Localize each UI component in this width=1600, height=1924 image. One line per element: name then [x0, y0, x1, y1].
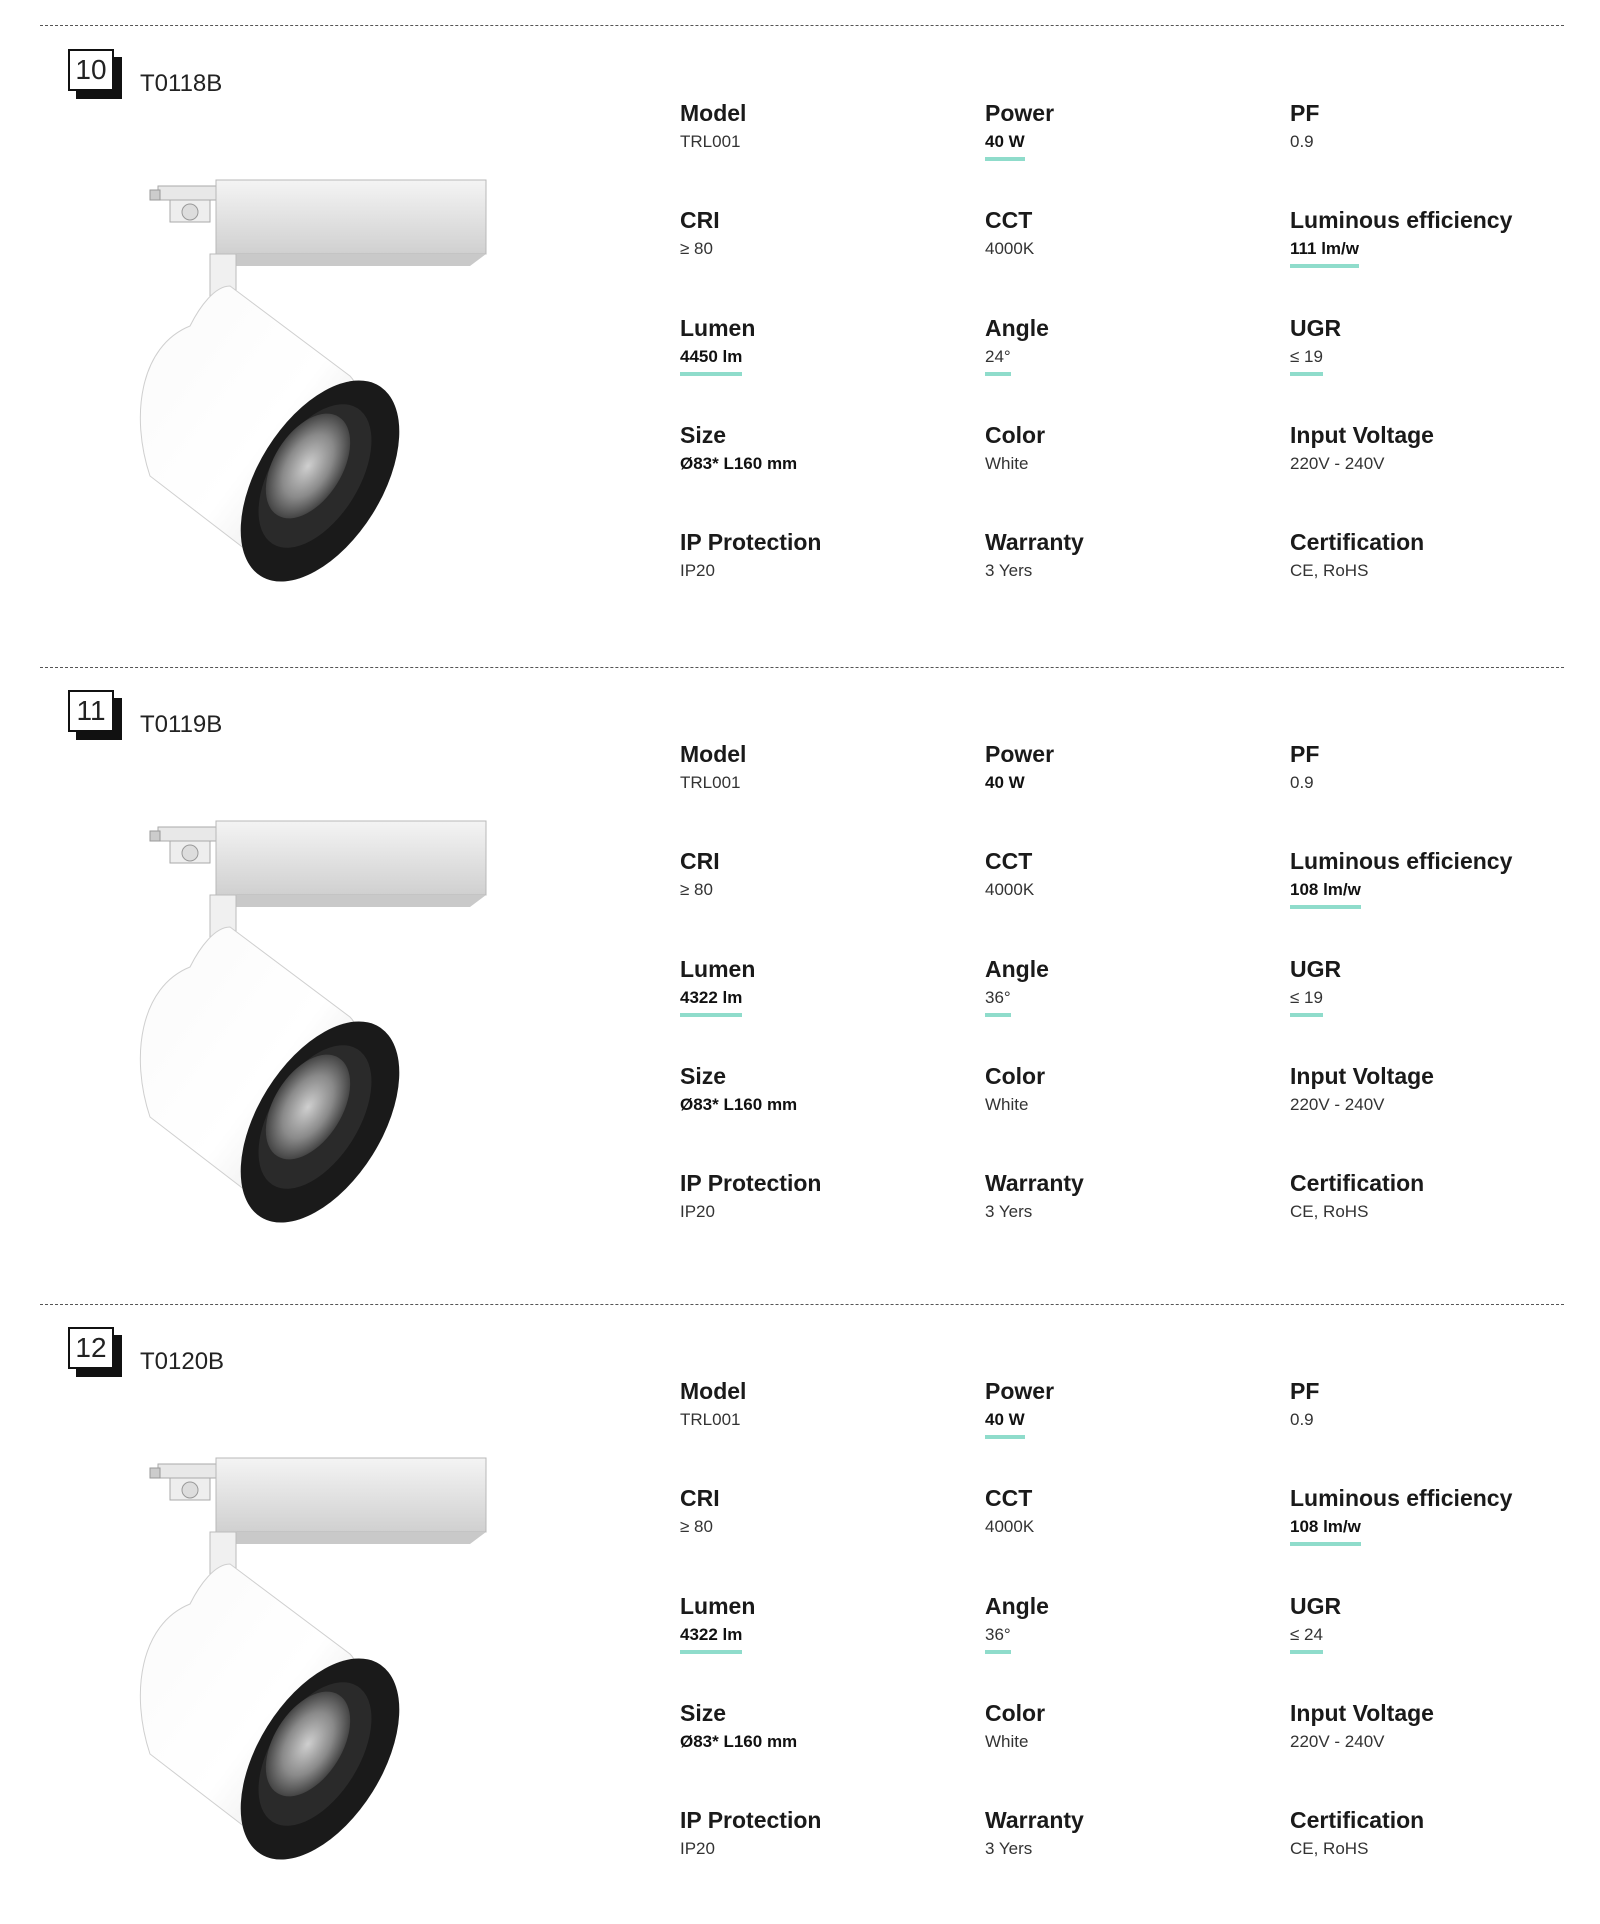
spec-item — [985, 206, 1275, 260]
spec-value: 40 W — [985, 131, 1025, 161]
spec-item — [680, 1484, 970, 1538]
spec-value: IP20 — [680, 561, 715, 580]
product-image — [120, 176, 500, 596]
product-card — [0, 26, 1600, 646]
spec-value: 4000K — [985, 1517, 1035, 1536]
spec-value: IP20 — [680, 1839, 715, 1858]
spec-item — [1290, 421, 1580, 475]
spec-label: Size — [680, 422, 727, 448]
track-light-image — [120, 176, 500, 596]
spec-item — [985, 740, 1275, 794]
product-image — [120, 1454, 500, 1874]
spec-label: CRI — [680, 848, 720, 874]
spec-value: 4000K — [985, 239, 1035, 258]
spec-item — [680, 740, 970, 794]
spec-item — [1290, 1699, 1580, 1753]
spec-item — [680, 206, 970, 260]
spec-value: TRL001 — [680, 1410, 741, 1429]
spec-label: Warranty — [985, 1807, 1084, 1833]
spec-label: Input Voltage — [1290, 1063, 1434, 1089]
spec-label: UGR — [1290, 956, 1342, 982]
spec-value: ≤ 24 — [1290, 1624, 1323, 1654]
spec-value: Ø83* L160 mm — [680, 1095, 798, 1114]
spec-item — [680, 1699, 970, 1753]
spec-label: Size — [680, 1700, 727, 1726]
spec-label: PF — [1290, 1378, 1320, 1404]
spec-value: 3 Yers — [985, 561, 1033, 580]
spec-label: Lumen — [680, 1593, 756, 1619]
spec-label: Color — [985, 1063, 1046, 1089]
spec-value: 36° — [985, 1624, 1011, 1654]
spec-label: Power — [985, 1378, 1055, 1404]
spec-value: White — [985, 1095, 1029, 1114]
product-card — [0, 667, 1600, 1287]
spec-item — [680, 421, 970, 475]
spec-label: Luminous efficiency — [1290, 848, 1513, 874]
spec-label: Certification — [1290, 1170, 1425, 1196]
spec-value: 40 W — [985, 773, 1025, 792]
spec-label: CCT — [985, 207, 1033, 233]
spec-item — [985, 99, 1275, 161]
spec-value: 3 Yers — [985, 1202, 1033, 1221]
spec-value: 108 lm/w — [1290, 1516, 1361, 1546]
spec-value: 108 lm/w — [1290, 879, 1361, 909]
spec-label: Model — [680, 100, 747, 126]
spec-value: ≤ 19 — [1290, 346, 1323, 376]
badge-number: 11 — [68, 690, 114, 732]
spec-label: Input Voltage — [1290, 1700, 1434, 1726]
spec-item — [1290, 955, 1580, 1017]
spec-value: 3 Yers — [985, 1839, 1033, 1858]
spec-label: UGR — [1290, 1593, 1342, 1619]
spec-value: 0.9 — [1290, 1410, 1314, 1429]
spec-label: PF — [1290, 741, 1320, 767]
spec-item — [985, 1169, 1275, 1223]
spec-value: 4322 lm — [680, 987, 742, 1017]
spec-label: PF — [1290, 100, 1320, 126]
spec-label: Lumen — [680, 956, 756, 982]
spec-label: Angle — [985, 315, 1049, 341]
spec-value: 36° — [985, 987, 1011, 1017]
spec-value: 220V - 240V — [1290, 1732, 1385, 1751]
product-number-badge — [68, 690, 122, 740]
spec-value: ≥ 80 — [680, 880, 713, 899]
spec-item — [985, 528, 1275, 582]
product-code: T0118B — [140, 70, 223, 97]
spec-item — [1290, 847, 1580, 909]
spec-item — [985, 1699, 1275, 1753]
product-card — [0, 1304, 1600, 1924]
product-code: T0119B — [140, 711, 223, 738]
spec-item — [1290, 1592, 1580, 1654]
spec-item — [985, 955, 1275, 1017]
spec-label: Color — [985, 1700, 1046, 1726]
spec-label: CRI — [680, 207, 720, 233]
spec-item — [680, 847, 970, 901]
spec-label: Angle — [985, 956, 1049, 982]
spec-item — [985, 1062, 1275, 1116]
product-number-badge — [68, 49, 122, 99]
spec-value: CE, RoHS — [1290, 1839, 1369, 1858]
spec-value: 24° — [985, 346, 1011, 376]
spec-label: Lumen — [680, 315, 756, 341]
spec-value: CE, RoHS — [1290, 561, 1369, 580]
spec-item — [680, 314, 970, 376]
spec-value: TRL001 — [680, 132, 741, 151]
spec-label: IP Protection — [680, 1170, 822, 1196]
spec-label: Power — [985, 741, 1055, 767]
spec-value: Ø83* L160 mm — [680, 454, 798, 473]
spec-item — [680, 1169, 970, 1223]
spec-label: UGR — [1290, 315, 1342, 341]
badge-number: 12 — [68, 1327, 114, 1369]
track-light-image — [120, 817, 500, 1237]
spec-item — [985, 1806, 1275, 1860]
spec-item — [1290, 528, 1580, 582]
spec-label: Power — [985, 100, 1055, 126]
spec-label: Certification — [1290, 529, 1425, 555]
spec-item — [1290, 99, 1580, 153]
spec-item — [985, 1377, 1275, 1439]
spec-item — [1290, 1484, 1580, 1546]
spec-item — [1290, 1377, 1580, 1431]
spec-label: Input Voltage — [1290, 422, 1434, 448]
spec-item — [1290, 206, 1580, 268]
spec-item — [680, 528, 970, 582]
spec-item — [985, 314, 1275, 376]
spec-label: Model — [680, 1378, 747, 1404]
spec-label: Warranty — [985, 1170, 1084, 1196]
spec-value: 0.9 — [1290, 773, 1314, 792]
spec-value: White — [985, 454, 1029, 473]
spec-label: Angle — [985, 1593, 1049, 1619]
product-image — [120, 817, 500, 1237]
spec-value: 111 lm/w — [1290, 238, 1359, 268]
spec-item — [1290, 1169, 1580, 1223]
spec-label: Model — [680, 741, 747, 767]
spec-value: 4000K — [985, 880, 1035, 899]
spec-item — [1290, 740, 1580, 794]
spec-value: 220V - 240V — [1290, 454, 1385, 473]
spec-value: 4450 lm — [680, 346, 742, 376]
spec-value: ≥ 80 — [680, 1517, 713, 1536]
badge-number: 10 — [68, 49, 114, 91]
spec-item — [985, 1484, 1275, 1538]
spec-item — [985, 1592, 1275, 1654]
spec-item — [680, 1377, 970, 1431]
product-code: T0120B — [140, 1348, 225, 1375]
spec-item — [1290, 314, 1580, 376]
spec-item — [985, 421, 1275, 475]
spec-label: IP Protection — [680, 529, 822, 555]
spec-value: IP20 — [680, 1202, 715, 1221]
spec-value: White — [985, 1732, 1029, 1751]
spec-label: CRI — [680, 1485, 720, 1511]
track-light-image — [120, 1454, 500, 1874]
spec-value: Ø83* L160 mm — [680, 1732, 798, 1751]
spec-item — [680, 955, 970, 1017]
spec-item — [680, 1592, 970, 1654]
product-number-badge — [68, 1327, 122, 1377]
spec-value: 4322 lm — [680, 1624, 742, 1654]
spec-value: 0.9 — [1290, 132, 1314, 151]
spec-value: ≤ 19 — [1290, 987, 1323, 1017]
spec-item — [680, 99, 970, 153]
spec-item — [680, 1806, 970, 1860]
spec-item — [1290, 1806, 1580, 1860]
spec-label: Certification — [1290, 1807, 1425, 1833]
spec-item — [1290, 1062, 1580, 1116]
spec-value: ≥ 80 — [680, 239, 713, 258]
spec-label: Luminous efficiency — [1290, 1485, 1513, 1511]
spec-label: CCT — [985, 848, 1033, 874]
spec-label: Warranty — [985, 529, 1084, 555]
spec-label: CCT — [985, 1485, 1033, 1511]
spec-label: Luminous efficiency — [1290, 207, 1513, 233]
spec-item — [985, 847, 1275, 901]
spec-label: Color — [985, 422, 1046, 448]
spec-item — [680, 1062, 970, 1116]
spec-value: 40 W — [985, 1409, 1025, 1439]
spec-label: IP Protection — [680, 1807, 822, 1833]
spec-value: TRL001 — [680, 773, 741, 792]
spec-label: Size — [680, 1063, 727, 1089]
spec-value: CE, RoHS — [1290, 1202, 1369, 1221]
spec-value: 220V - 240V — [1290, 1095, 1385, 1114]
